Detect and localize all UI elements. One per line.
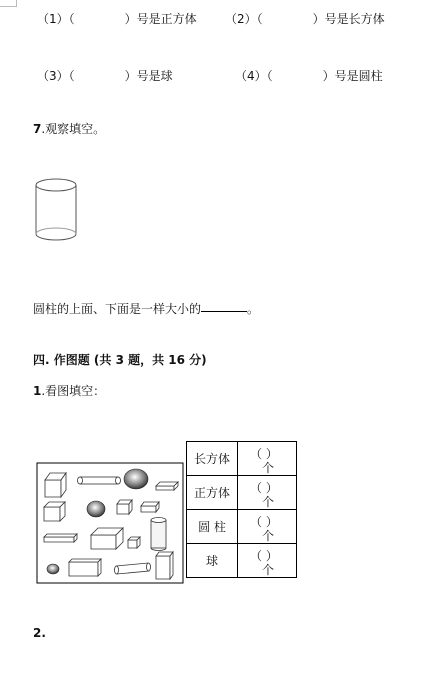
question-4-text: ）号是圆柱 — [322, 69, 383, 83]
shapes-picture — [36, 462, 184, 584]
question-3-text: ）号是球 — [124, 69, 173, 83]
shape-name-cell: 长方体 — [187, 442, 238, 476]
question-2-row — [225, 10, 385, 27]
cuboid-shape — [156, 482, 178, 490]
shape-name-cell: 正方体 — [187, 476, 238, 510]
question-1-row — [37, 10, 197, 27]
table-row — [187, 544, 297, 578]
question-7-title: 7.观察填空。 — [33, 122, 106, 136]
cuboid-shape — [91, 528, 123, 549]
vertical-cylinder-shape — [151, 518, 166, 551]
shape-name-cell: 圆 柱 — [187, 510, 238, 544]
cube-shape — [128, 537, 140, 548]
question-2-text: ）号是长方体 — [312, 12, 385, 26]
sphere-shape — [124, 469, 148, 489]
answer-cell[interactable]: （ ） 个 — [238, 544, 297, 578]
answer-cell[interactable]: （ ） 个 — [238, 442, 297, 476]
cube-shape — [44, 502, 65, 521]
table-row — [187, 476, 297, 510]
question-1-title: 1.看图填空： — [33, 384, 106, 398]
cube-shape — [117, 500, 132, 514]
question-1-label: （1）（ — [37, 12, 75, 26]
sphere-shape — [87, 501, 105, 517]
cuboid-shape — [141, 502, 159, 512]
question-3-label: （3）（ — [37, 69, 75, 83]
question-3-row — [37, 67, 173, 84]
section-4-heading: 四. 作图题 (共 3 题，共 16 分) — [33, 353, 207, 367]
question-2-label: （2）（ — [225, 12, 263, 26]
shape-name-cell: 球 — [187, 544, 238, 578]
question-4-row — [235, 67, 383, 84]
question-1-text: ）号是正方体 — [124, 12, 197, 26]
answer-cell[interactable]: （ ） 个 — [238, 476, 297, 510]
cube-shape — [45, 473, 66, 497]
cuboid-shape — [156, 552, 173, 579]
answer-blank — [201, 310, 247, 312]
shape-count-table — [186, 441, 297, 578]
question-7-number: 7 — [33, 122, 42, 136]
question-4-label: （4）（ — [235, 69, 273, 83]
table-row — [187, 442, 297, 476]
cylinder-figure — [30, 175, 82, 247]
cuboid-shape — [44, 534, 77, 542]
sphere-shape — [47, 564, 59, 574]
horizontal-cylinder-shape — [78, 477, 121, 484]
question-2-title: 2. — [33, 626, 46, 640]
table-row — [187, 510, 297, 544]
answer-cell[interactable]: （ ） 个 — [238, 510, 297, 544]
page-corner-mark — [0, 0, 17, 7]
cuboid-shape — [69, 559, 101, 576]
question-7-sentence: 圆柱的上面、下面是一样大小的 。 — [33, 302, 260, 316]
